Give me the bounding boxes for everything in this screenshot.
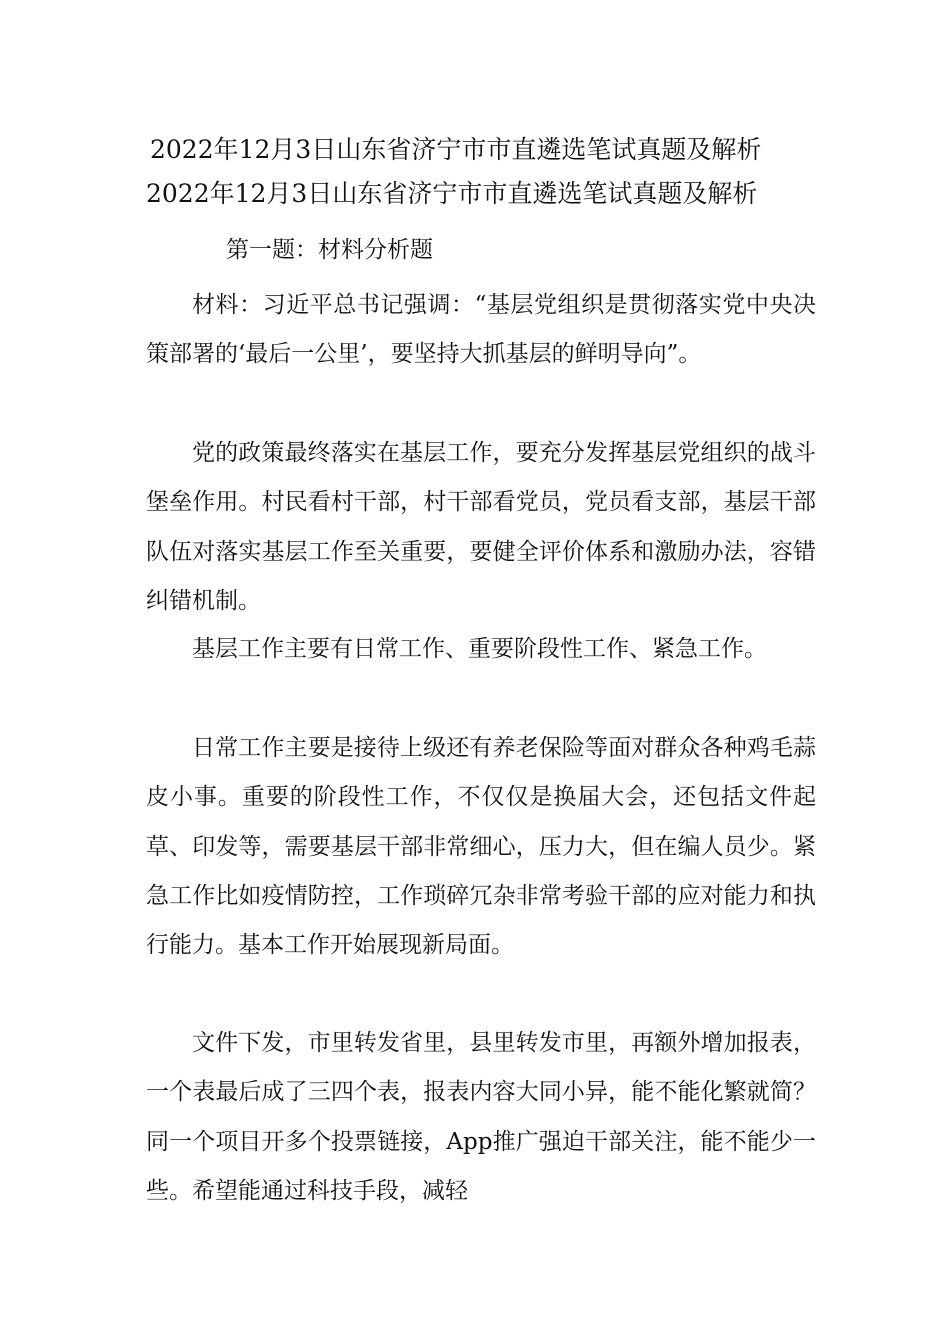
document-title: 2022年12月3日山东省济宁市市直遴选笔试真题及解析 bbox=[150, 135, 762, 164]
paragraph-documents: 文件下发，市里转发省里，县里转发市里，再额外增加报表，一个表最后成了三四个表，报表内容大同小异，能不能化繁就简？同一个项目开多个投票链接，App推广强迫干部关注，能不能少一些。希望能通过科技手段，减轻 bbox=[146, 1030, 816, 1204]
paragraph-policy: 党的政策最终落实在基层工作，要充分发挥基层党组织的战斗堡垒作用。村民看村干部，村干部看党员，党员看支部，基层干部队伍对落实基层工作至关重要，要健全评价体系和激励办法，容错纠错机制。 bbox=[146, 440, 816, 614]
document-title-block bbox=[0, 128, 950, 216]
document-title-repeat: 2022年12月3日山东省济宁市市直遴选笔试真题及解析 bbox=[146, 179, 758, 208]
paragraph-daily-work: 日常工作主要是接待上级还有养老保险等面对群众各种鸡毛蒜皮小事。重要的阶段性工作，不仅仅是换届大会，还包括文件起草、印发等，需要基层干部非常细心，压力大，但在编人员少。紧急工作比如疫情防控，工作琐碎冗杂非常考验干部的应对能力和执行能力。基本工作开始展现新局面。 bbox=[146, 735, 816, 959]
paragraph-work-types: 基层工作主要有日常工作、重要阶段性工作、紧急工作。 bbox=[192, 636, 767, 662]
section-heading: 第一题：材料分析题 bbox=[226, 237, 433, 263]
paragraph-material: 材料：习近平总书记强调：“基层党组织是贯彻落实党中央决策部署的‘最后一公里’，要坚持大抓基层的鲜明导向”。 bbox=[146, 292, 816, 368]
